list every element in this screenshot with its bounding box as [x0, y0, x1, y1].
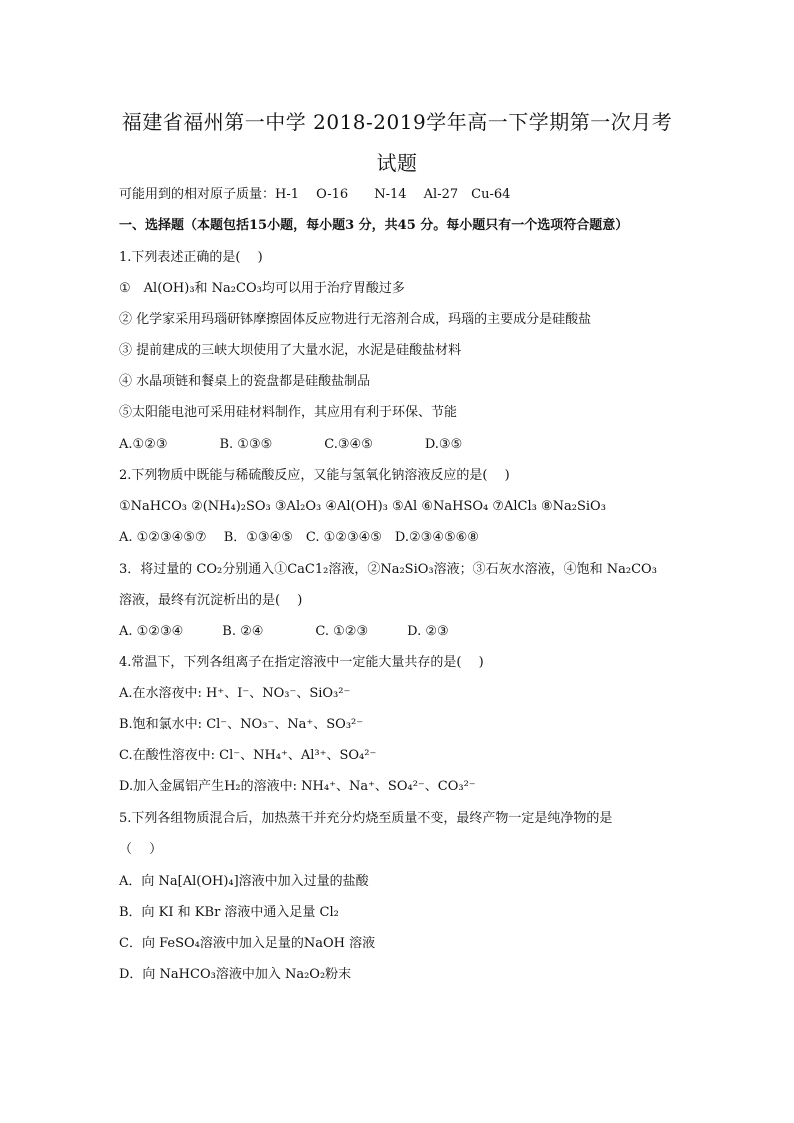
q3-options: A. ①②③④ B. ②④ C. ①②③ D. ②③ — [119, 624, 449, 639]
q5-option-a: A．向 Na[Al(OH)₄]溶液中加入过量的盐酸 — [119, 874, 369, 889]
q4-option-d: D.加入金属铝产生H₂的溶液中: NH₄⁺、Na⁺、SO₄²⁻、CO₃²⁻ — [119, 779, 476, 794]
question-5-cont: （ ） — [119, 842, 163, 857]
q4-option-b: B.饱和氯水中: Cl⁻、NO₃⁻、Na⁺、SO₃²⁻ — [119, 717, 364, 732]
q1-statement-4: ④ 水晶项链和餐桌上的瓷盘都是硅酸盐制品 — [119, 374, 371, 389]
q5-option-b: B．向 KI 和 KBr 溶液中通入足量 Cl₂ — [119, 905, 339, 920]
question-5: 5.下列各组物质混合后，加热蒸干并充分灼烧至质量不变，最终产物一定是纯净物的是 — [119, 811, 613, 826]
question-3-cont: 溶液，最终有沉淀析出的是( ) — [119, 593, 303, 608]
q1-options: A.①②③ B. ①③⑤ C.③④⑤ D.③⑤ — [119, 437, 463, 452]
question-4: 4.常温下，下列各组离子在指定溶液中一定能大量共存的是( ) — [119, 655, 484, 670]
question-1: 1.下列表述正确的是( ) — [119, 250, 263, 265]
section-heading: 一、选择题（本题包括15小题，每小题3 分，共45 分。每小题只有一个选项符合题意） — [119, 218, 629, 233]
q1-statement-1: ① Al(OH)₃和 Na₂CO₃均可以用于治疗胃酸过多 — [119, 281, 405, 296]
q4-option-c: C.在酸性溶夜中: Cl⁻、NH₄⁺、Al³⁺、SO₄²⁻ — [119, 748, 377, 763]
question-3: 3．将过量的 CO₂分别通入①CaC1₂溶液，②Na₂SiO₃溶液；③石灰水溶液，④饱和 Na₂CO₃ — [119, 562, 657, 577]
atomic-masses: 可能用到的相对原子质量：H-1 O-16 N-14 Al-27 Cu-64 — [119, 187, 511, 202]
q1-statement-3: ③ 提前建成的三峡大坝使用了大量水泥，水泥是硅酸盐材料 — [119, 343, 462, 358]
q1-statement-2: ② 化学家采用玛瑙研钵摩擦固体反应物进行无溶剂合成，玛瑙的主要成分是硅酸盐 — [119, 312, 592, 327]
q5-option-c: C．向 FeSO₄溶液中加入足量的NaOH 溶液 — [119, 936, 376, 951]
page-title-line2: 试题 — [376, 151, 418, 175]
q2-options: A. ①②③④⑤⑦ B．①③④⑤ C. ①②③④⑤ D.②③④⑤⑥⑧ — [119, 530, 479, 545]
q5-option-d: D．向 NaHCO₃溶液中加入 Na₂O₂粉末 — [119, 967, 352, 982]
q4-option-a: A.在水溶夜中: H⁺、I⁻、NO₃⁻、SiO₃²⁻ — [119, 686, 351, 701]
q1-statement-5: ⑤太阳能电池可采用硅材料制作，其应用有利于环保、节能 — [119, 405, 458, 420]
q2-substances: ①NaHCO₃ ②(NH₄)₂SO₃ ③Al₂O₃ ④Al(OH)₃ ⑤Al ⑥NaHSO₄ ⑦AlCl₃ ⑧Na₂SiO₃ — [119, 499, 606, 514]
question-2: 2.下列物质中既能与稀硫酸反应，又能与氢氧化钠溶液反应的是( ) — [119, 468, 510, 483]
page-title: 福建省福州第一中学 2018-2019学年高一下学期第一次月考 — [121, 110, 673, 134]
